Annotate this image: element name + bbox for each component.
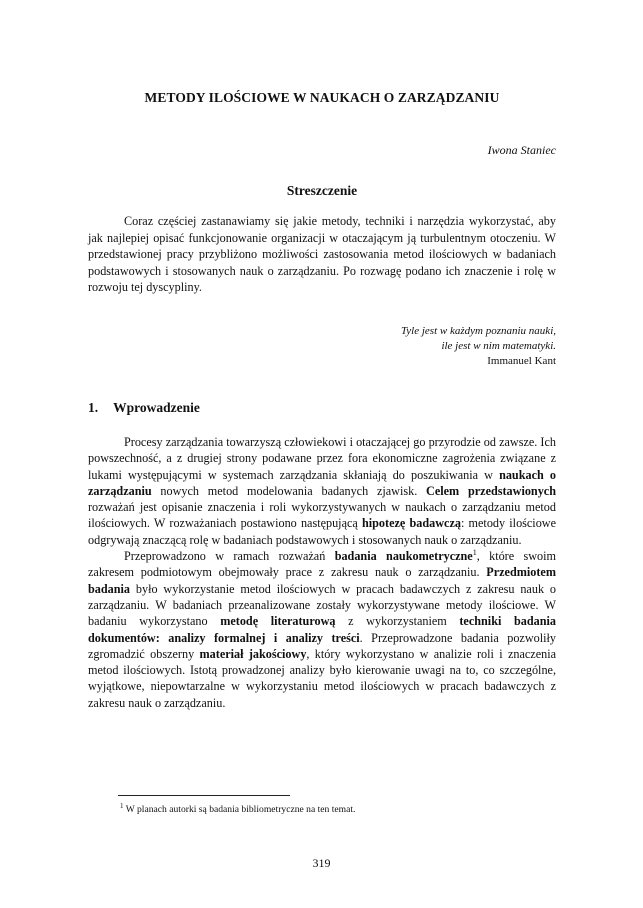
p1-text-4: : metody ilościowe odgrywają znaczącą rolę w badaniach podstawowych i stosowanych nauk o zarządzaniu. bbox=[88, 516, 557, 547]
abstract-text: Coraz częściej zastanawiamy się jakie metody, techniki i narzędzia wykorzystać, aby jak najlepiej opisać funkcjonowanie organizacji w otaczającym ją turbulentnym otoczeniu. W przedstawionej pracy przybliżono możliwości zastosowania metod ilościowych w badaniach podstawowych i stosowanych nauk o zarządzaniu. Po rozwagę podano ich znaczenie i rolę w rozwoju tej dyscypliny. bbox=[88, 214, 556, 295]
section-body bbox=[88, 434, 556, 711]
p1-bold-3: hipotezę badawczą bbox=[361, 516, 461, 531]
paragraph-1 bbox=[88, 434, 556, 548]
p2-text-2: , które swoim zakresem podmiotowym obejmowały prace z zakresu nauk o zarządzaniu. bbox=[88, 549, 557, 580]
epigraph bbox=[401, 324, 556, 369]
footnote bbox=[120, 801, 356, 815]
footnote-marker: 1 bbox=[120, 801, 124, 810]
p1-text-2: nowych metod modelowania badanych zjawisk. bbox=[151, 483, 427, 498]
p1-bold-1: naukach o zarządzaniu bbox=[88, 467, 556, 498]
epigraph-line-2: ile jest w nim matematyki. bbox=[441, 340, 556, 352]
section-title: Wprowadzenie bbox=[113, 400, 200, 415]
page-number: 319 bbox=[312, 856, 331, 870]
abstract-heading: Streszczenie bbox=[286, 183, 358, 198]
p2-text-3: było wykorzystanie metod ilościowych w pracach badawczych z zakresu nauk o zarządzaniu. W badaniach przeanalizowane zostały wykorzystywane metody ilościowe. W badaniu wykorzystano bbox=[88, 581, 556, 629]
author-name: Iwona Staniec bbox=[487, 143, 556, 157]
p2-bold-5: materiał jakościowy bbox=[199, 646, 307, 661]
p2-text-4: z wykorzystaniem bbox=[335, 614, 460, 629]
p2-bold-3: metodę literaturową bbox=[220, 614, 336, 629]
abstract-body bbox=[88, 213, 556, 296]
p2-text-5: . Przeprowadzone badania pozwoliły zgromadzić obszerny bbox=[88, 630, 556, 661]
p2-bold-1: badania naukometryczne bbox=[334, 549, 473, 564]
epigraph-attribution: Immanuel Kant bbox=[487, 355, 556, 367]
section-number: 1. bbox=[88, 400, 99, 415]
footnote-reference[interactable]: 1 bbox=[472, 548, 477, 558]
paper-title: METODY ILOŚCIOWE W NAUKACH O ZARZĄDZANIU bbox=[144, 90, 500, 105]
p1-text-3: rozważań jest opisanie znaczenia i roli wykorzystywanych w naukach o zarządzaniu metod ilościowych. W rozważaniach postawiono następującą bbox=[88, 500, 556, 531]
p1-text-1: Procesy zarządzania towarzyszą człowiekowi i otaczającej go przyrodzie od zawsze. Ich powszechność, a z drugiej strony podawane przez fora ekonomiczne zagrożenia związane z lukami występującymi w systemach zarządzania skłaniają do poszukiwania w bbox=[88, 435, 556, 482]
paragraph-2 bbox=[88, 548, 556, 711]
section-heading bbox=[88, 400, 200, 416]
p2-bold-2: Przedmiotem badania bbox=[88, 565, 556, 596]
p1-bold-2: Celem przedstawionych bbox=[426, 483, 556, 498]
footnote-text: W planach autorki są badania bibliometryczne na ten temat. bbox=[123, 804, 356, 815]
p2-text-6: , który wykorzystano w analizie roli i znaczenia metod ilościowych. Istotą prowadzonej analizy było kierowanie uwagi na to, co szczególne, wyjątkowe, niepowtarzalne w wykorzystaniu metod ilościowych w pracach badawczych z zakresu nauk o zarządzaniu. bbox=[88, 646, 556, 710]
p2-bold-4: techniki badania dokumentów: analizy formalnej i analizy treści bbox=[88, 614, 556, 645]
p2-text-1: Przeprowadzono w ramach rozważań bbox=[124, 549, 335, 564]
footnote-divider bbox=[118, 795, 290, 796]
epigraph-line-1: Tyle jest w każdym poznaniu nauki, bbox=[401, 325, 556, 337]
